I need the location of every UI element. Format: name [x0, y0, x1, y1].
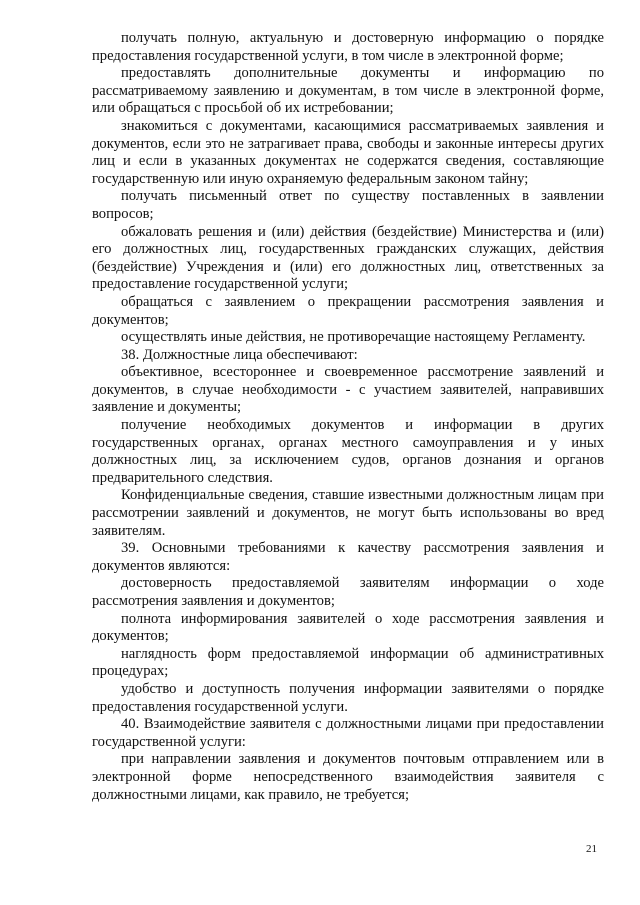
paragraph-right-written-answer: получать письменный ответ по существу поставленных в заявлении вопросов; — [92, 188, 604, 222]
paragraph-postal-electronic: при направлении заявления и документов почтовым отправлением или в электронной форме непосредственного взаимодействия заявителя с должностными лицами, как правило, не требуется; — [92, 751, 604, 803]
paragraph-section-38: 38. Должностные лица обеспечивают: — [121, 346, 358, 363]
paragraph-right-review-docs: знакомиться с документами, касающимися рассматриваемых заявления и документов, если это не затрагивает права, свободы и законные интересы других лиц и если в указанных документах не содержатся сведения, составляющие государственную или иную охраняемую федеральным законом тайну; — [92, 117, 604, 187]
paragraph-obtain-documents: получение необходимых документов и информации в других государственных органах, органах местного самоуправления и у иных должностных лиц, за исключением судов, органов дознания и органов предварительного следствия. — [92, 417, 604, 486]
paragraph-convenience: удобство и доступность получения информации заявителями о порядке предоставления государственной услуги. — [92, 680, 604, 715]
page-number: 21 — [586, 843, 597, 855]
paragraph-right-appeal: обжаловать решения и (или) действия (бездействие) Министерства и (или) его должностных лиц, государственных гражданских служащих, действия (бездействие) Учреждения и (или) его должностных лиц, ответственных за предоставление государственной услуги; — [92, 223, 604, 293]
paragraph-clarity: наглядность форм предоставляемой информации об административных процедурах; — [92, 645, 604, 680]
paragraph-confidential: Конфиденциальные сведения, ставшие известными должностным лицам при рассмотрении заявлений и документов, не могут быть использованы во вред заявителям. — [92, 487, 604, 539]
paragraph-right-provide-docs: предоставлять дополнительные документы и информацию по рассматриваемому заявлению и документам, в том числе в электронной форме, или обращаться с просьбой об их истребовании; — [92, 65, 604, 117]
paragraph-right-other: осуществлять иные действия, не противоречащие настоящему Регламенту. — [121, 329, 586, 346]
paragraph-reliability: достоверность предоставляемой заявителям информации о ходе рассмотрения заявления и документов; — [92, 575, 604, 609]
paragraph-right-info: получать полную, актуальную и достоверную информацию о порядке предоставления государственной услуги, в том числе в электронной форме; — [92, 30, 604, 64]
document-body — [92, 30, 604, 804]
paragraph-right-terminate: обращаться с заявлением о прекращении рассмотрения заявления и документов; — [92, 293, 604, 328]
paragraph-section-39: 39. Основными требованиями к качеству рассмотрения заявления и документов являются: — [92, 540, 604, 574]
paragraph-completeness: полнота информирования заявителей о ходе рассмотрения заявления и документов; — [92, 610, 604, 645]
paragraph-section-40: 40. Взаимодействие заявителя с должностными лицами при предоставлении государственной услуги: — [92, 716, 604, 750]
paragraph-objective-review: объективное, всестороннее и своевременное рассмотрение заявлений и документов, в случае необходимости - с участием заявителей, направивших заявление и документы; — [92, 364, 604, 416]
